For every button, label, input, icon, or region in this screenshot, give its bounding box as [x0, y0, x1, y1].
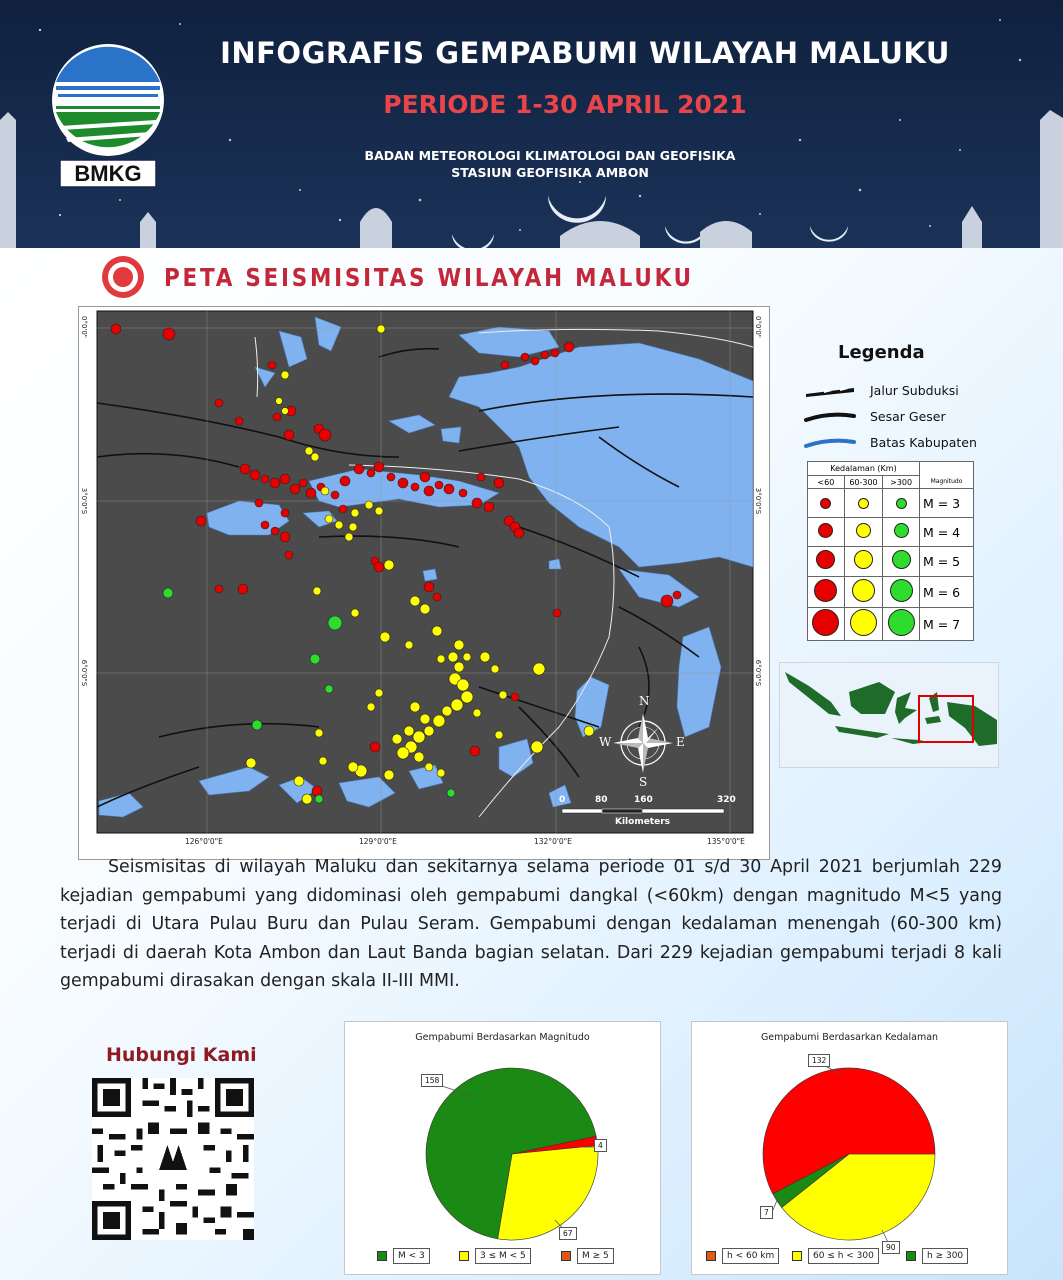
- agency-name: [250, 147, 850, 181]
- scale-bar: [562, 809, 724, 813]
- legend-item: [459, 1248, 531, 1264]
- mag-label: M = 7: [919, 608, 973, 641]
- pie-data-label: 132: [808, 1054, 830, 1067]
- dot-green-m5: [892, 550, 911, 569]
- qr-code[interactable]: [92, 1078, 254, 1240]
- chart-title: Gempabumi Berdasarkan Kedalaman: [760, 1032, 939, 1043]
- dot-yellow-m6: [852, 579, 875, 602]
- fault-symbol-icon: [804, 410, 856, 424]
- legend-label: h < 60 km: [722, 1248, 779, 1264]
- magnitude-depth-legend: [807, 461, 974, 641]
- depth-header: Kedalaman (Km): [808, 462, 920, 476]
- pie-data-label: 7: [760, 1206, 773, 1219]
- pie-data-label: 158: [421, 1074, 443, 1087]
- legend-label: 60 ≤ h < 300: [808, 1248, 879, 1264]
- legend-boundary: [804, 435, 977, 450]
- dot-red-m4: [818, 523, 833, 538]
- legend-item: [792, 1248, 879, 1264]
- boundary-symbol-icon: [804, 436, 856, 450]
- compass-north: N: [639, 694, 650, 708]
- dot-green-m4: [894, 523, 909, 538]
- dot-red-m3: [820, 498, 831, 509]
- map-canvas: [79, 307, 771, 861]
- legend-subduction: [804, 383, 959, 398]
- header-banner: [0, 0, 1063, 248]
- dot-green-m7: [888, 609, 915, 636]
- lon-label: 135°0'0"E: [707, 837, 745, 846]
- legend-item: [906, 1248, 968, 1264]
- dot-green-m3: [896, 498, 907, 509]
- dot-red-m6: [814, 579, 837, 602]
- dot-red-m5: [816, 550, 835, 569]
- legend-label: M < 3: [393, 1248, 430, 1264]
- indonesia-inset-map: [779, 662, 999, 768]
- legend-item: [377, 1248, 430, 1264]
- compass-west: W: [599, 735, 612, 749]
- infographic-title: INFOGRAFIS GEMPABUMI WILAYAH MALUKU: [220, 36, 950, 70]
- lon-label: 126°0'0"E: [185, 837, 223, 846]
- lon-label: 132°0'0"E: [534, 837, 572, 846]
- legend-item: [561, 1248, 614, 1264]
- section-header: [100, 254, 780, 300]
- legend-swatch: [906, 1251, 916, 1261]
- dot-yellow-m4: [856, 523, 871, 538]
- scale-unit: Kilometers: [615, 817, 671, 827]
- lat-label-left: 0°0'0": [80, 315, 89, 339]
- mag-label: M = 4: [919, 518, 973, 547]
- depth-col-shallow: <60: [808, 476, 845, 489]
- mag-label: M = 6: [919, 577, 973, 608]
- pie-data-label: 4: [594, 1139, 607, 1152]
- logo-text: BMKG: [74, 161, 142, 186]
- compass-east: E: [676, 735, 685, 749]
- seismicity-map: [78, 306, 770, 860]
- depth-col-deep: >300: [883, 476, 920, 489]
- period-subtitle: PERIODE 1-30 APRIL 2021: [383, 90, 747, 119]
- magnitude-pie-svg: [345, 1022, 662, 1276]
- subduction-symbol-icon: [804, 384, 856, 398]
- dot-yellow-m3: [858, 498, 869, 509]
- lon-label: 129°0'0"E: [359, 837, 397, 846]
- pie-data-label: 90: [882, 1241, 900, 1254]
- legend-swatch: [459, 1251, 469, 1261]
- lat-label-left: 3°0'0"S: [80, 487, 89, 515]
- lat-label-left: 6°0'0"S: [80, 659, 89, 687]
- target-icon: [100, 254, 146, 300]
- legend-subduction-label: Jalur Subduksi: [870, 383, 959, 398]
- legend-label: h ≥ 300: [922, 1248, 968, 1264]
- legend-item: [706, 1248, 779, 1264]
- legend-fault-label: Sesar Geser: [870, 409, 946, 424]
- legend-swatch: [561, 1251, 571, 1261]
- depth-pie-chart: [691, 1021, 1008, 1275]
- scale-tick: 160: [634, 795, 653, 805]
- legend-swatch: [706, 1251, 716, 1261]
- summary-paragraph: Seismisitas di wilayah Maluku dan sekitarnya selama periode 01 s/d 30 April 2021 berjumlah 229 kejadian gempabumi yang didominasi oleh gempabumi dangkal (<60km) dengan magnitudo M<5 yang terjadi di Utara Pulau Buru dan Pulau Seram. Gempabumi dengan kedalaman menengah (60-300 km) terjadi di daerah Kota Ambon dan Laut Banda bagian selatan. Dari 229 kejadian gempabumi terjadi 8 kali gempabumi dirasakan dengan skala II-III MMI.: [60, 857, 1002, 991]
- scale-tick: 320: [717, 795, 736, 805]
- lat-label-right: 3°0'0"S: [754, 487, 763, 515]
- legend-swatch: [792, 1251, 802, 1261]
- agency-line-2: STASIUN GEOFISIKA AMBON: [451, 165, 649, 180]
- mag-label: M = 5: [919, 547, 973, 577]
- depth-pie-svg: [692, 1022, 1009, 1276]
- mag-label: M = 3: [919, 489, 973, 518]
- depth-col-intermediate: 60-300: [844, 476, 883, 489]
- agency-line-1: BADAN METEOROLOGI KLIMATOLOGI DAN GEOFISIKA: [364, 148, 736, 163]
- dot-yellow-m7: [850, 609, 877, 636]
- scale-tick: 0: [559, 795, 566, 805]
- legend-label: M ≥ 5: [577, 1248, 614, 1264]
- dot-red-m7: [812, 609, 839, 636]
- dot-green-m6: [890, 579, 913, 602]
- scale-tick: 80: [595, 795, 608, 805]
- section-title: PETA SEISMISITAS WILAYAH MALUKU: [164, 262, 694, 292]
- pie-data-label: 67: [559, 1227, 577, 1240]
- lat-label-right: 6°0'0"S: [754, 659, 763, 687]
- chart-title: Gempabumi Berdasarkan Magnitudo: [415, 1032, 590, 1043]
- compass-south: S: [639, 775, 648, 789]
- pie-slice-3-m-5: [498, 1145, 598, 1240]
- magnitude-pie-chart: [344, 1021, 661, 1275]
- legend-fault: [804, 409, 946, 424]
- legend-swatch: [377, 1251, 387, 1261]
- lat-label-right: 0°0'0": [754, 315, 763, 339]
- contact-title[interactable]: Hubungi Kami: [106, 1044, 257, 1066]
- magnitude-col: Magnitudo: [919, 476, 973, 489]
- legend-title: Legenda: [838, 342, 925, 363]
- legend-boundary-label: Batas Kabupaten: [870, 435, 977, 450]
- legend-label: 3 ≤ M < 5: [475, 1248, 531, 1264]
- dot-yellow-m5: [854, 550, 873, 569]
